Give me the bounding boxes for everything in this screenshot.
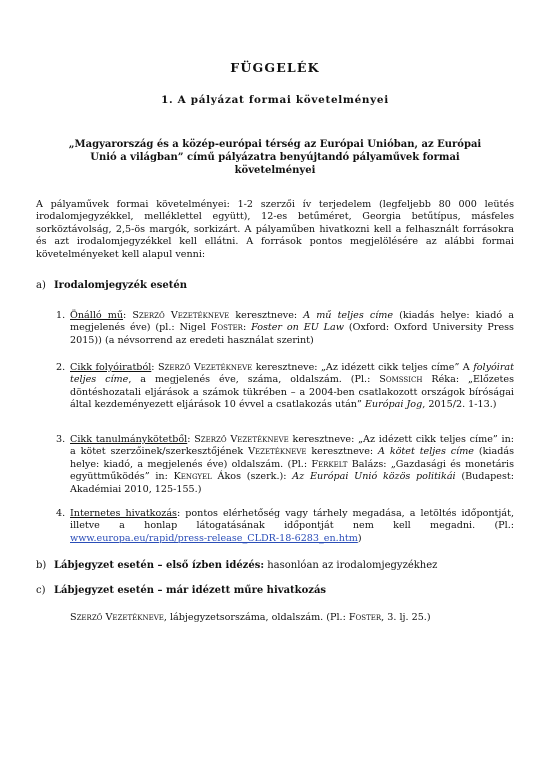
item-small-caps: Ferkelt	[311, 458, 348, 470]
section-c-heading	[36, 585, 326, 597]
item-text: keresztneve: „Az idézett cikk teljes címe” A	[252, 362, 474, 373]
list-item-1	[56, 310, 514, 347]
section-b-heading	[36, 560, 437, 572]
page-title: FÜGGELÉK	[230, 60, 320, 75]
section-subtitle: 1. A pályázat formai követelményei	[161, 94, 389, 106]
footnote-text: , 3. lj. 25.)	[381, 612, 431, 623]
item-text: Ákos (szerk.):	[211, 471, 293, 483]
item-small-caps: Kengyel	[173, 471, 212, 483]
list-item-3	[56, 434, 515, 496]
section-b-letter: b)	[36, 560, 47, 571]
item-text: :	[151, 362, 158, 373]
section-a-letter: a)	[36, 280, 46, 291]
footnote-small-caps: Szerző Vezetékneve	[70, 612, 164, 623]
europa-link[interactable]: www.europa.eu/rapid/press-release_CLDR-18-6283_en.htm	[70, 532, 358, 544]
item-italic: Az Európai Unió közös politikái	[292, 471, 456, 483]
item-small-caps: Szerző Vezetékneve	[132, 310, 230, 321]
section-c-letter: c)	[36, 585, 46, 596]
section-b-label: Lábjegyzet esetén – első ízben idézés:	[54, 560, 265, 571]
item-text: (kiadás helye: kiadó, a megjelenés éve) oldalszám. (Pl.:	[70, 446, 514, 470]
item-small-caps: Szerző Vezetékneve	[157, 362, 253, 373]
section-a-heading	[36, 280, 187, 292]
intro-paragraph: A pályaművek formai követelményei: 1-2 szerzői ív terjedelem (legfeljebb 80 000 leütés irodalomjegyzékkel, melléklettel együtt), 12-es betűméret, Georgia betűtípus, másfeles sorköztávolság, 2,5-ös margók, sorkizárt. A pályaműben hivatkozni kell a felhasznált forrásokra és azt irodalomjegyzékkel kell ellátni. A források pontos megjelölésére az alábbi formai követelményeket kell alapul venni:	[36, 199, 514, 260]
item-text: keresztneve:	[229, 310, 304, 321]
item-italic: A kötet teljes címe	[378, 446, 474, 458]
footnote-text: , lábjegyzetsorszáma, oldalszám. (Pl.:	[163, 612, 349, 623]
list-item-4	[56, 508, 515, 545]
item-italic: folyóirat teljes címe	[70, 362, 515, 386]
item-text: : pontos elérhetőség vagy tárhely megadása, a letöltés időpontját, illetve a honlap látogatásának időpontját nem kell megadni. (Pl.:	[70, 508, 515, 532]
document-heading: „Magyarország és a közép-európai térség az Európai Unióban, az Európai Unió a világban” című pályázatra benyújtandó pályaművek formai követelményei	[68, 139, 482, 176]
item-italic: A mű teljes címe	[303, 310, 394, 321]
list-item-number: 3.	[56, 434, 66, 445]
item-lead: Önálló mű	[70, 310, 124, 321]
item-text: Réka: „Előzetes döntéshozatali eljárások a számok tükrében – a 2004-ben csatlakozott országok bíróságai által kezdeményezett eljárások 10 évvel a csatlakozás után”	[70, 374, 514, 411]
item-text: :	[123, 310, 133, 321]
list-item-2	[56, 362, 515, 412]
item-italic: Foster on EU Law	[251, 322, 344, 334]
item-lead: Internetes hivatkozás	[70, 508, 177, 519]
item-text: keresztneve:	[306, 446, 379, 458]
list-item-number: 4.	[56, 508, 66, 519]
item-text: (Budapest: Akadémiai 2010, 125-155.)	[70, 471, 514, 495]
list-item-number: 2.	[56, 362, 66, 373]
footnote-example	[70, 612, 514, 624]
item-text: , a megjelenés éve, száma, oldalszám. (Pl.:	[128, 374, 380, 386]
section-b-text: hasonlóan az irodalomjegyzékhez	[264, 560, 438, 571]
item-small-caps: Somssich	[379, 374, 423, 386]
item-text: Balázs: „Gazdasági és monetáris együttműködés” in:	[70, 458, 514, 483]
footnote-small-caps: Foster	[348, 612, 382, 623]
item-lead: Cikk folyóiratból	[70, 362, 152, 373]
section-a-label: Irodalomjegyzék esetén	[54, 280, 187, 291]
item-text: :	[242, 322, 252, 334]
item-text: keresztneve: „Az idézett cikk teljes címe” in: a kötet szerzőinek/szerkesztőjének	[70, 434, 515, 458]
item-lead: Cikk tanulmánykötetből	[70, 434, 188, 445]
item-text: (Oxford: Oxford University Press 2015)) (a névsorrend az eredeti használat szerint)	[70, 322, 514, 346]
item-italic: Európai Jog	[364, 399, 423, 411]
item-small-caps: Foster	[210, 322, 243, 334]
section-c-label: Lábjegyzet esetén – már idézett műre hivatkozás	[54, 585, 327, 596]
list-item-number: 1.	[56, 310, 66, 321]
item-text: (kiadás helye: kiadó a megjelenés éve) (pl.: Nigel	[70, 310, 514, 334]
item-text: )	[357, 532, 362, 544]
item-small-caps: Vezetékneve	[248, 446, 307, 458]
item-text: :	[187, 434, 195, 445]
item-small-caps: Szerző Vezetékneve	[194, 434, 289, 445]
item-text: , 2015/2. 1-13.)	[422, 399, 497, 411]
